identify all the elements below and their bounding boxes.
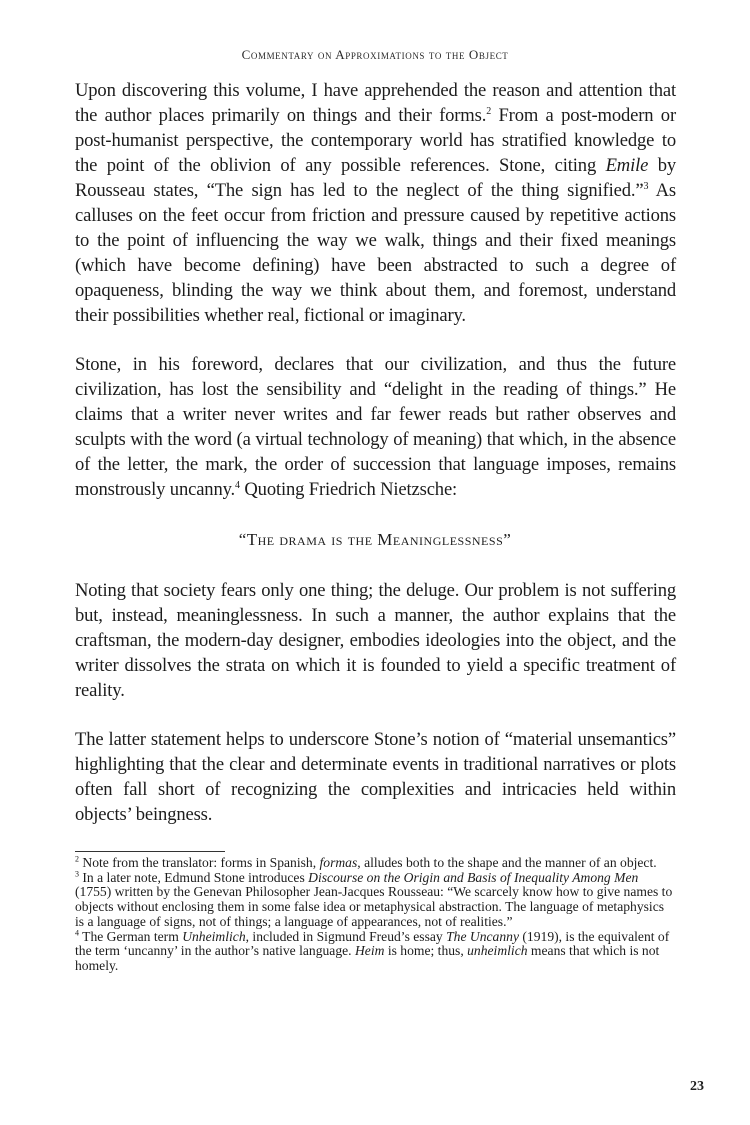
footnote-marker: 3 — [75, 869, 79, 879]
text-run: Quoting Friedrich Nietzsche: — [239, 479, 458, 500]
text-run: Note from the translator: forms in Spanish, — [79, 855, 320, 870]
italic-text: Unheimlich — [182, 928, 246, 944]
italic-text: Emile — [605, 155, 649, 176]
text-run: Upon discovering this volume, I have apprehended the reason and attention that the author places primarily on things and their forms. — [75, 80, 676, 126]
footnote-marker: 3 — [643, 180, 649, 192]
footnotes — [75, 856, 676, 974]
italic-text: Heim — [354, 943, 385, 959]
text-run: , included in Sigmund Freud’s essay — [245, 928, 447, 944]
text-run: In a later note, Edmund Stone introduces — [79, 869, 309, 885]
footnote — [75, 856, 676, 871]
text-run: From a post-modern or post-humanist perspective, the contemporary world has stratified knowledge to the point of the oblivion of any possible references. Stone, citing — [75, 105, 676, 176]
text-run: Stone, in his foreword, declares that our civilization, and thus the future civilization, has lost the sensibility and “delight in the reading of things.” He claims that a writer never writes and far fewer reads but rather observes and sculpts with the word (a virtual technology of meaning) that which, in the absence of the letter, the mark, the order of succession that language imposes, remains monstrously uncanny. — [75, 354, 676, 500]
italic-text: formas — [319, 855, 358, 870]
footnote-divider — [75, 851, 225, 852]
italic-text: Discourse on the Origin and Basis of Inequality Among Men — [308, 869, 639, 885]
paragraph — [75, 578, 676, 703]
footnote-marker: 4 — [75, 927, 79, 937]
paragraph — [75, 78, 676, 328]
text-run: Noting that society fears only one thing; the deluge. Our problem is not suffering but, instead, meaninglessness. In such a manner, the author explains that the craftsman, the modern-day designer, embodies ideologies into the object, and the writer dissolves the strata on which it is founded to yield a specific treatment of reality. — [75, 580, 676, 701]
footnote-marker: 2 — [486, 105, 492, 117]
footnote — [75, 927, 676, 974]
paragraph — [75, 727, 676, 827]
text-run: is home; thus, — [384, 943, 468, 959]
text-run: , alludes both to the shape and the manner of an object. — [357, 855, 657, 870]
footnote — [75, 871, 676, 930]
italic-text: unheimlich — [467, 943, 528, 959]
italic-text: The Uncanny — [446, 928, 519, 944]
text-run: (1919), is the equivalent of the term ‘uncanny’ in the author’s native language. — [75, 928, 670, 959]
text-run: The latter statement helps to underscore Stone’s notion of “material unsemantics” highlighting that the clear and determinate events in traditional narratives or plots often fall short of recognizing the complexities and intricacies held within objects’ beingness. — [75, 729, 676, 825]
text-run: by Rousseau states, “The sign has led to the neglect of the thing signified.” — [75, 155, 676, 201]
page-number: 23 — [690, 1079, 704, 1094]
text-run: (1755) written by the Genevan Philosopher Jean-Jacques Rousseau: “We scarcely know how to give names to objects without enclosing them in some false idea or metaphysical abstraction. The language of metaphysics is a language of signs, not of things; a language of appearances, not of realities.” — [75, 884, 673, 929]
running-head: Commentary on Approximations to the Object — [241, 47, 509, 62]
text-run: As calluses on the feet occur from friction and pressure caused by repetitive actions to the point of influencing the way we walk, things and their fixed meanings (which have become defining) have been abstracted to such a degree of opaqueness, blinding the way we think about them, and foremost, understand their possibilities whether real, fictional or imaginary. — [75, 180, 677, 326]
footnote-marker: 4 — [235, 479, 240, 491]
footnote-marker: 2 — [75, 854, 79, 864]
text-run: means that which is not homely. — [75, 943, 660, 973]
paragraph — [75, 352, 676, 502]
epigraph-quote: “The drama is the Meaninglessness” — [238, 530, 512, 549]
text-run: The German term — [79, 928, 183, 944]
